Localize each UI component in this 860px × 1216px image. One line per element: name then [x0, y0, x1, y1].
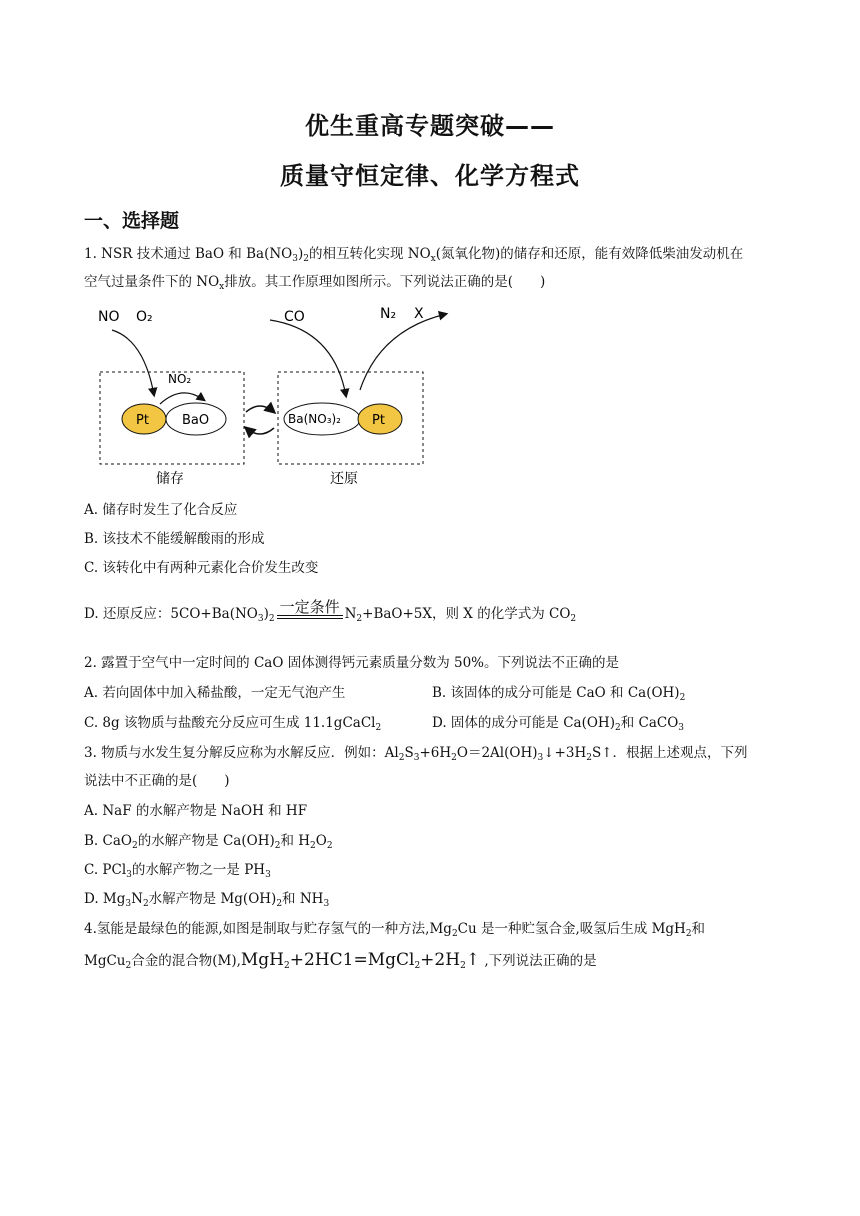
q2-option-c: C. 8g 该物质与盐酸充分反应可生成 11.1gCaCl$_2$: [84, 715, 382, 733]
q4-equation: $MgH_2+2HC1=MgCl_2+2H_2↑$: [240, 950, 481, 971]
svg-text:BaO: BaO: [182, 413, 210, 428]
title-line-2: 质量守恒定律、化学方程式: [280, 162, 580, 190]
q1-option-c: C. 该转化中有两种元素化合价发生改变: [84, 560, 319, 576]
cycle-arrow-top: [246, 406, 274, 412]
section-heading: 一、选择题: [84, 210, 180, 232]
q2-option-a: A. 若向固体中加入稀盐酸，一定无气泡产生: [84, 685, 346, 701]
title-line-1: 优生重高专题突破——: [305, 112, 555, 140]
q3-stem-line-2: 说法中不正确的是( ): [84, 773, 230, 789]
q1-stem-line-1: 1. NSR 技术通过 BaO 和 $Ba(NO_3)_2$的相互转化实现 $NO_x$(氮氧化物)的储存和还原，能有效降低柴油发动机在: [84, 246, 744, 264]
q1-option-a: A. 储存时发生了化合反应: [84, 502, 238, 518]
q1-stem-line-2: 空气过量条件下的 $NO_x$排放。其工作原理如图所示。下列说法正确的是( ): [84, 274, 546, 292]
label-n2: N₂: [380, 306, 397, 322]
arrow-out-right: [360, 314, 446, 390]
q2-stem: 2. 露置于空气中一定时间的 CaO 固体测得钙元素质量分数为 50%。下列说法不正确的是: [84, 655, 619, 671]
arrow-in-right: [270, 320, 346, 396]
svg-text:Pt: Pt: [372, 413, 385, 428]
q2-option-b: B. 该固体的成分可能是 CaO 和 $Ca(OH)_2$: [432, 685, 686, 703]
q4-stem-line-1: 4.氢能是最绿色的能源,如图是制取与贮存氢气的一种方法$,Mg_2Cu$ 是一种贮氢合金,吸氢后生成 MgH$_2$和: [84, 921, 706, 939]
svg-text:Ba(NO₃)₂: Ba(NO₃)₂: [288, 412, 341, 426]
svg-text:Pt: Pt: [136, 413, 149, 428]
label-store: 储存: [156, 471, 184, 487]
q2-option-d: D. 固体的成分可能是 $Ca(OH)_2$和 CaCO$_3$: [432, 715, 685, 733]
q3-option-b: B. CaO$_2$的水解产物是 $Ca(OH)_2$和 $H_2O_2$: [84, 833, 333, 851]
q3-option-a: A. NaF 的水解产物是 NaOH 和 HF: [84, 803, 308, 819]
condition-equals-sign: 一定条件: [277, 599, 343, 619]
label-x: X: [414, 306, 424, 322]
label-no2: NO₂: [168, 372, 192, 386]
label-co: CO: [284, 309, 305, 325]
q1-option-d: D. 还原反应：$5CO+Ba(NO_3)_2$ 一定条件 $N_2+BaO+5X$，则 X 的化学式为 $CO_2$: [84, 597, 577, 624]
q1-option-b: B. 该技术不能缓解酸雨的形成: [84, 531, 265, 547]
q3-option-c: C. PCl$_3$的水解产物之一是 $PH_3$: [84, 862, 271, 880]
label-reduce: 还原: [330, 471, 358, 487]
label-no: NO: [98, 309, 120, 325]
q3-stem-line-1: 3. 物质与水发生复分解反应称为水解反应．例如：$Al_2S_3+6H_2O=2Al(OH)_3↓+3H_2S↑$．根据上述观点，下列: [84, 745, 748, 763]
label-o2: O₂: [136, 309, 153, 325]
cycle-arrow-bottom: [246, 428, 274, 434]
q4-stem-line-2: MgCu$_2$合金的混合物$(M),MgH_2+2HC1=MgCl_2+2H_2↑$ ,下列说法正确的是: [84, 950, 597, 971]
nsr-diagram: [84, 300, 464, 492]
arrow-in-left: [112, 330, 154, 395]
q3-option-d: D. $Mg_3N_2$水解产物是 $Mg(OH)_2$和 $NH_3$: [84, 891, 330, 909]
arrow-no2: [160, 393, 204, 404]
